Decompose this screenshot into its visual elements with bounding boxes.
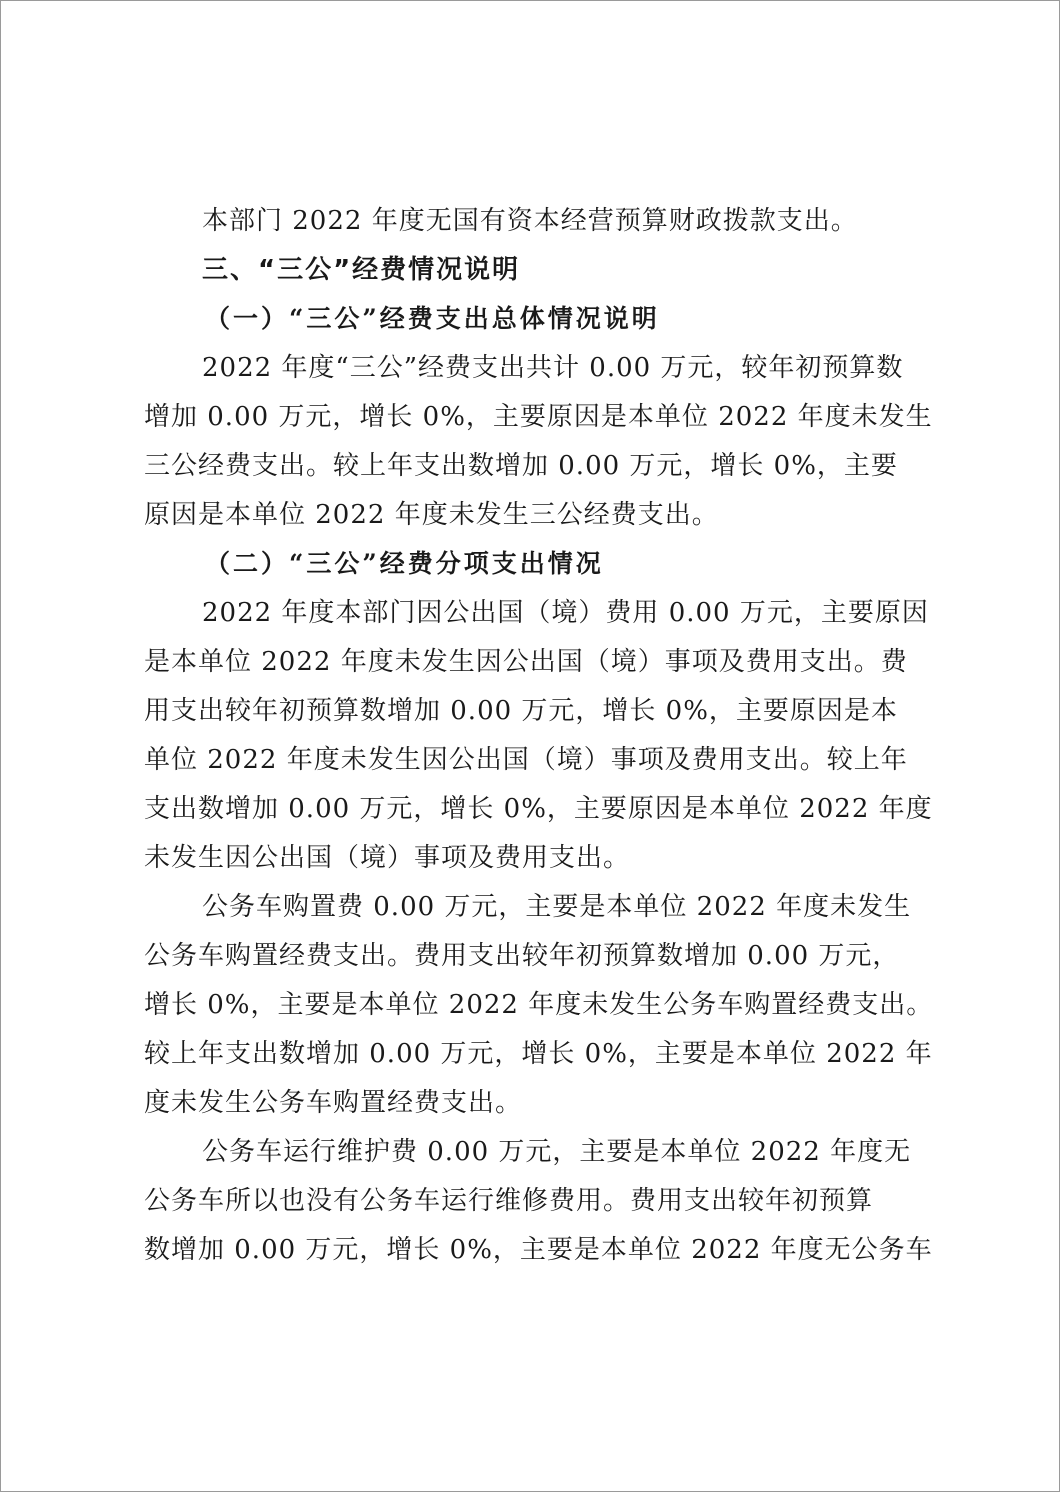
paragraph-line: 原因是本单位 2022 年度未发生三公经费支出。	[144, 500, 719, 530]
subsection-heading: （一）“三公”经费支出总体情况说明	[205, 304, 660, 333]
paragraph-line: 公务车购置经费支出。费用支出较年初预算数增加 0.00 万元，	[144, 941, 900, 971]
paragraph-line: 本部门 2022 年度无国有资本经营预算财政拨款支出。	[202, 206, 858, 236]
paragraph-line: 未发生因公出国（境）事项及费用支出。	[144, 843, 631, 873]
paragraph-line: 单位 2022 年度未发生因公出国（境）事项及费用支出。较上年	[144, 745, 908, 775]
paragraph-line: 2022 年度本部门因公出国（境）费用 0.00 万元，主要原因	[202, 598, 929, 628]
paragraph-line: 是本单位 2022 年度未发生因公出国（境）事项及费用支出。费	[144, 647, 908, 677]
subsection-heading: （二）“三公”经费分项支出情况	[205, 549, 604, 578]
paragraph-line: 2022 年度“三公”经费支出共计 0.00 万元，较年初预算数	[202, 353, 904, 383]
section-heading: 三、“三公”经费情况说明	[202, 255, 521, 285]
paragraph-line: 增长 0%，主要是本单位 2022 年度未发生公务车购置经费支出。	[144, 990, 934, 1020]
paragraph-line: 公务车运行维护费 0.00 万元，主要是本单位 2022 年度无	[202, 1137, 912, 1167]
paragraph-line: 用支出较年初预算数增加 0.00 万元，增长 0%，主要原因是本	[144, 696, 898, 726]
paragraph-line: 度未发生公务车购置经费支出。	[144, 1088, 523, 1118]
paragraph-line: 数增加 0.00 万元，增长 0%，主要是本单位 2022 年度无公务车	[144, 1235, 933, 1265]
paragraph-line: 增加 0.00 万元，增长 0%，主要原因是本单位 2022 年度未发生	[144, 402, 933, 432]
paragraph-line: 公务车购置费 0.00 万元，主要是本单位 2022 年度未发生	[202, 892, 912, 922]
paragraph-line: 三公经费支出。较上年支出数增加 0.00 万元，增长 0%，主要	[144, 451, 898, 481]
paragraph-line: 公务车所以也没有公务车运行维修费用。费用支出较年初预算	[144, 1186, 874, 1216]
paragraph-line: 较上年支出数增加 0.00 万元，增长 0%，主要是本单位 2022 年	[144, 1039, 933, 1069]
document-body	[1, 1, 1060, 1492]
paragraph-line: 支出数增加 0.00 万元，增长 0%，主要原因是本单位 2022 年度	[144, 794, 933, 824]
